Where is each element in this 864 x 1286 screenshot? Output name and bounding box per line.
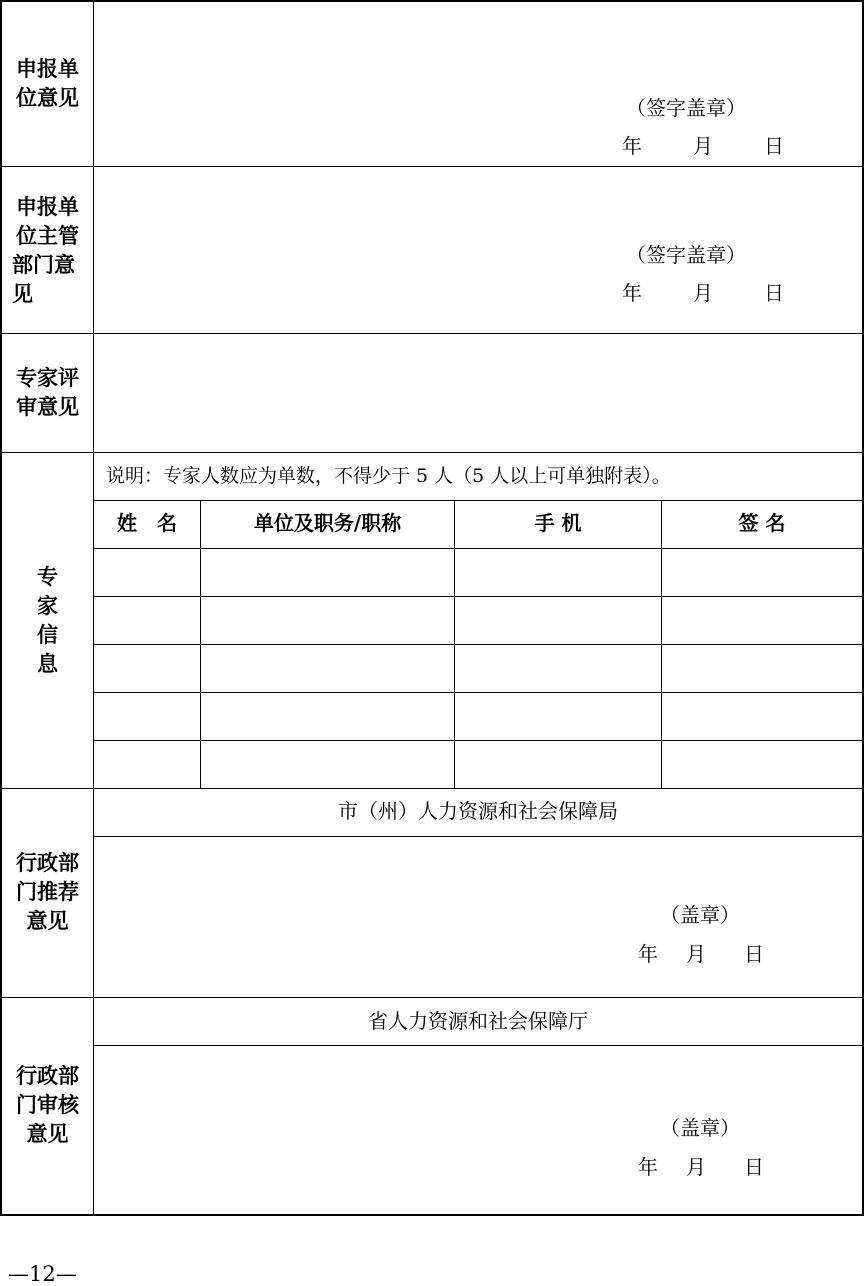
table-row [94,693,862,740]
admin-header-divider [93,836,864,837]
label-line: 申报单 [16,195,79,219]
row-divider [0,788,864,789]
label-line: 门审核 [16,1093,79,1117]
column-header-phone: 手 机 [534,511,582,535]
row-divider [0,997,864,998]
admin-review-header: 省人力资源和社会保障厅 [368,1009,588,1033]
table-row [94,549,862,596]
date-year: 年 [622,134,642,158]
date-day: 日 [744,942,764,966]
label-line: 门推荐 [16,880,79,904]
table-border-top [0,0,864,2]
page-number: —12— [8,1262,77,1286]
label-line: 位主管 [16,224,79,248]
row-divider [0,452,864,453]
date-day: 日 [764,281,784,305]
expert-row-divider [93,500,864,501]
admin-header-divider [93,1045,864,1046]
expert-info-label [2,563,93,679]
row-divider [0,333,864,334]
label-line: 息 [37,652,58,676]
expert-review-label [2,364,93,422]
label-line: 信 [37,623,58,647]
table-border-bottom [0,1214,864,1216]
admin-review-label [2,1062,93,1149]
table-row [94,597,862,644]
supervisor-opinion-label [2,193,93,309]
date-month: 月 [686,1155,706,1179]
stamp-text: （盖章） [660,1116,740,1140]
label-line: 部门意 [12,253,75,277]
column-header-signature: 签 名 [738,511,786,535]
table-row [94,741,862,788]
column-header-name: 姓 名 [117,511,177,535]
label-line: 家 [37,594,58,618]
applicant-opinion-label [2,55,93,113]
signature-stamp-text: （签字盖章） [626,96,746,120]
stamp-text: （盖章） [660,903,740,927]
expert-note: 说明：专家人数应为单数，不得少于 5 人（5 人以上可单独附表）。 [106,465,671,487]
table-row [94,645,862,692]
label-line: 专家评 [16,366,79,390]
label-line: 申报单 [16,57,79,81]
row-divider [0,166,864,167]
label-line: 意见 [26,909,69,933]
signature-stamp-text: （签字盖章） [626,243,746,267]
label-line: 行政部 [16,1064,79,1088]
label-line: 专 [37,565,58,589]
date-month: 月 [693,281,713,305]
label-line: 意见 [26,1122,69,1146]
column-header-unit: 单位及职务/职称 [253,511,402,535]
label-line: 见 [12,282,33,306]
label-line: 审意见 [16,395,79,419]
date-day: 日 [764,134,784,158]
date-year: 年 [638,1155,658,1179]
label-line: 行政部 [16,851,79,875]
label-line: 位意见 [16,86,79,110]
date-year: 年 [638,942,658,966]
date-day: 日 [744,1155,764,1179]
date-month: 月 [686,942,706,966]
date-month: 月 [693,134,713,158]
date-year: 年 [622,281,642,305]
admin-recommend-header: 市（州）人力资源和社会保障局 [338,799,618,823]
admin-recommend-label [2,849,93,936]
